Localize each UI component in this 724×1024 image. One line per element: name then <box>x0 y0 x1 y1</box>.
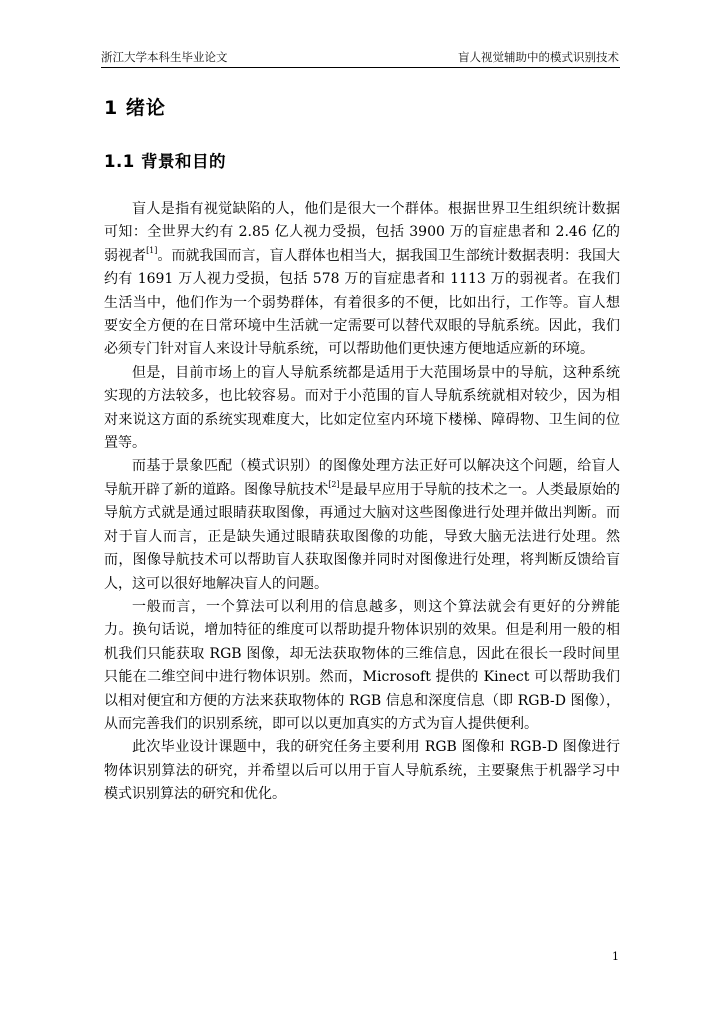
page-number: 1 <box>612 950 619 963</box>
paragraph-3 <box>104 455 620 595</box>
header-rule <box>101 67 620 68</box>
paragraph-3-text: 而基于景象匹配（模式识别）的图像处理方法正好可以解决这个问题，给盲人导航开辟了新的道路。图像导航技术 <box>104 458 620 498</box>
header-thesis-type: 浙江大学本科生毕业论文 <box>101 50 228 64</box>
paragraph-1-text: 盲人是指有视觉缺陷的人，他们是很大一个群体。根据世界卫生组织统计数据可知：全世界大约有 2.85 亿人视力受损，包括 3900 万的盲症患者和 2.46 亿的弱视者 <box>104 201 620 264</box>
paragraph-3-text-cont: 是最早应用于导航的技术之一。人类最原始的导航方式就是通过眼睛获取图像，再通过大脑对这些图像进行处理并做出判断。而对于盲人而言，正是缺失通过眼睛获取图像的功能，导致大脑无法进行处理。然而，图像导航技术可以帮助盲人获取图像并同时对图像进行处理，将判断反馈给盲人，这可以很好地解决盲人的问题。 <box>104 481 621 592</box>
paragraph-4: 一般而言，一个算法可以利用的信息越多，则这个算法就会有更好的分辨能力。换句话说，增加特征的维度可以帮助提升物体识别的效果。但是利用一般的相机我们只能获取 RGB 图像，却无法获取物体的三维信息，因此在很长一段时间里只能在二维空间中进行物体识别。然而，Microsoft 提供的 Kinect 可以帮助我们以相对便宜和方便的方法来获取物体的 RGB 信息和深度信息（即 RGB-D 图像），从而完善我们的识别系统，即可以以更加真实的方式为盲人提供便利。 <box>104 598 620 732</box>
body-text <box>104 198 620 807</box>
section-title: 1.1 背景和目的 <box>104 152 226 171</box>
citation-1: [1] <box>146 245 158 255</box>
paragraph-2: 但是，目前市场上的盲人导航系统都是适用于大范围场景中的导航，这种系统实现的方法较多，也比较容易。而对于小范围的盲人导航系统就相对较少，因为相对来说这方面的系统实现难度大，比如定位室内环境下楼梯、障碍物、卫生间的位置等。 <box>104 364 620 452</box>
header-thesis-title: 盲人视觉辅助中的模式识别技术 <box>458 50 619 64</box>
chapter-title: 1 绪论 <box>104 97 166 119</box>
paragraph-1 <box>104 198 620 362</box>
citation-2: [2] <box>328 479 340 489</box>
page-header <box>101 50 619 64</box>
paragraph-5: 此次毕业设计课题中，我的研究任务主要利用 RGB 图像和 RGB-D 图像进行物体识别算法的研究，并希望以后可以用于盲人导航系统，主要聚焦于机器学习中模式识别算法的研究和优化。 <box>104 739 620 803</box>
paragraph-1-text-cont: 。而就我国而言，盲人群体也相当大，据我国卫生部统计数据表明：我国大约有 1691 万人视力受损，包括 578 万的盲症患者和 1113 万的弱视者。在我们生活当中，他们作为一个弱势群体，有着很多的不便，比如出行，工作等。盲人想要安全方便的在日常环境中生活就一定需要可以替代双眼的导航系统。因此，我们必须专门针对盲人来设计导航系统，可以帮助他们更快速方便地适应新的环境。 <box>104 247 621 358</box>
